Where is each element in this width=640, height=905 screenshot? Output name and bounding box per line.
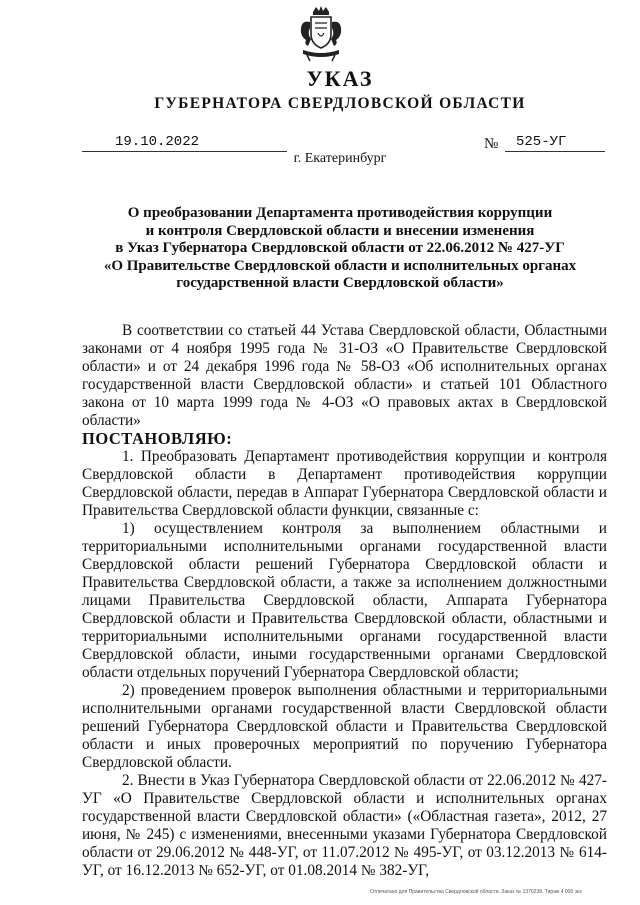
heading-line: О преобразовании Департамента противодействия коррупции xyxy=(127,205,553,221)
clause-1-2-paragraph: 2) проведением проверок выполнения областными и территориальными исполнительными органами государственной власти Свердловской области решений Губернатора Свердловской области и Правительства Свердловской области и иных проверочных мероприятий по поручению Губернатора Свердловской области. xyxy=(82,682,607,771)
number-sign: № xyxy=(484,136,499,152)
document-body xyxy=(82,322,607,880)
document-number: 525-УГ xyxy=(516,134,567,150)
document-subtitle: ГУБЕРНАТОРА СВЕРДЛОВСКОЙ ОБЛАСТИ xyxy=(154,95,526,112)
heading-line: государственной власти Свердловской области» xyxy=(176,275,504,291)
print-footer-note: Отпечатано для Правительства Свердловской области. Заказ № 1370238. Тираж 4 000 экз xyxy=(370,889,582,895)
heading-line: и контроля Свердловской области и внесении изменения xyxy=(145,222,535,239)
clause-2-paragraph: 2. Внести в Указ Губернатора Свердловской области от 22.06.2012 № 427-УГ «О Правительстве Свердловской области и исполнительных органах государственной власти Свердловской области» («Областная газета», 2012, 27 июня, № 245) с изменениями, внесенными указами Губернатора Свердловской области от 29.06.2012 № 448-УГ, от 11.07.2012 № 495-УГ, от 03.12.2013 № 614-УГ, от 16.12.2013 № 652-УГ, от 01.08.2014 № 382-УГ, xyxy=(82,772,607,879)
heading-line: в Указ Губернатора Свердловской области от 22.06.2012 № 427-УГ xyxy=(115,240,565,256)
document-date: 19.10.2022 xyxy=(115,134,200,150)
clause-1-1-paragraph: 1) осуществлением контроля за выполнением областными и территориальными исполнительными органами государственной власти Свердловской области решений Губернатора Свердловской области и Правительства Свердловской области, а также за исполнением должностными лицами Правительства Свердловской области, Аппарата Губернатора Свердловской области и Правительства Свердловской области, областными и территориальными исполнительными органами государственной власти Свердловской области, иными государственными органами Свердловской области отдельных поручений Губернатора Свердловской области; xyxy=(82,520,607,681)
document-title: УКАЗ xyxy=(306,66,374,91)
document-city: г. Екатеринбург xyxy=(293,151,387,166)
decree-word: ПОСТАНОВЛЯЮ: xyxy=(82,429,233,448)
heading-line: «О Правительстве Свердловской области и исполнительных органах xyxy=(103,257,577,274)
clause-1-paragraph: 1. Преобразовать Департамент противодействия коррупции и контроля Свердловской области в Департамент противодействия коррупции Свердловской области, передав в Аппарат Губернатора Свердловской области и Правительства Свердловской области функции, связанные с: xyxy=(82,448,607,519)
coat-of-arms-emblem-icon xyxy=(296,6,346,62)
preamble-paragraph: В соответствии со статьей 44 Устава Свердловской области, Областными законами от 4 ноября 1995 года № 31-ОЗ «О Правительстве Свердловской области» и от 24 декабря 1996 года № 58-ОЗ «Об исполнительных органах государственной власти Свердловской области» и статьей 101 Областного закона от 10 марта 1999 года № 4-ОЗ «О правовых актах в Свердловской области» xyxy=(82,322,607,429)
document-heading xyxy=(60,205,620,293)
